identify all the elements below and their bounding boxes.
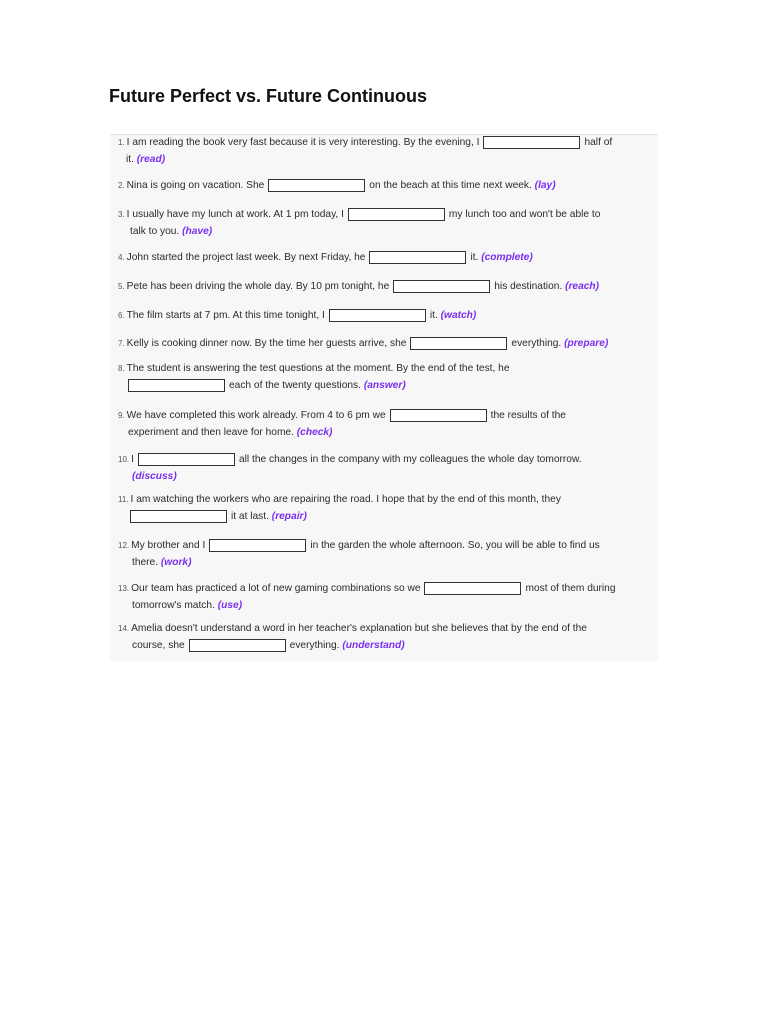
question-number: 13. (118, 584, 130, 593)
question-text: We have completed this work already. From 4 to 6 pm we (126, 410, 386, 421)
question-text: his destination. (494, 281, 563, 292)
question-number: 5. (118, 282, 125, 291)
verb-hint: (reach) (565, 281, 600, 292)
verb-hint: (work) (160, 557, 192, 568)
question-text: I usually have my lunch at work. At 1 pm today, I (126, 209, 344, 220)
answer-blank-9[interactable] (390, 409, 487, 422)
answer-blank-5[interactable] (393, 280, 490, 293)
question-text: experiment and then leave for home. (128, 427, 294, 438)
question-text: there. (132, 557, 159, 568)
question-number: 14. (118, 624, 130, 633)
question-text: it. (126, 154, 134, 165)
question-text: the results of the (490, 410, 566, 421)
verb-hint: (discuss) (132, 471, 177, 482)
question-text: it. (429, 310, 438, 321)
answer-blank-1[interactable] (483, 136, 580, 149)
answer-blank-10[interactable] (138, 453, 235, 466)
verb-hint: (prepare) (564, 338, 609, 349)
answer-blank-3[interactable] (348, 208, 445, 221)
question-number: 7. (118, 339, 125, 348)
question-number: 1. (118, 138, 125, 147)
answer-blank-4[interactable] (369, 251, 466, 264)
exercise-sheet (110, 134, 658, 661)
page-title: Future Perfect vs. Future Continuous (109, 86, 428, 106)
question-number: 12. (118, 541, 130, 550)
answer-blank-8[interactable] (128, 379, 225, 392)
question-text: The film starts at 7 pm. At this time tonight, I (126, 310, 325, 321)
answer-blank-13[interactable] (424, 582, 521, 595)
answer-blank-14[interactable] (189, 639, 286, 652)
question-text: Pete has been driving the whole day. By 10 pm tonight, he (126, 281, 390, 292)
answer-blank-6[interactable] (329, 309, 426, 322)
question-text: most of them during (525, 583, 616, 594)
verb-hint: (watch) (440, 310, 477, 321)
question-number: 11. (118, 495, 129, 504)
question-text: it at last. (231, 511, 269, 522)
question-number: 2. (118, 181, 125, 190)
question-text: on the beach at this time next week. (369, 180, 532, 191)
question-number: 3. (118, 210, 125, 219)
answer-blank-2[interactable] (268, 179, 365, 192)
question-number: 8. (118, 364, 125, 373)
question-text: course, she (132, 640, 185, 651)
question-number: 9. (118, 411, 125, 420)
question-text: John started the project last week. By next Friday, he (126, 252, 366, 263)
question-text: I am reading the book very fast because it is very interesting. By the evening, I (126, 137, 480, 148)
verb-hint: (read) (136, 154, 166, 165)
question-text: tomorrow's match. (132, 600, 215, 611)
question-text: in the garden the whole afternoon. So, you will be able to find us (310, 540, 600, 551)
question-text: my lunch too and won't be able to (448, 209, 601, 220)
question-text: Kelly is cooking dinner now. By the time her guests arrive, she (126, 338, 407, 349)
question-number: 6. (118, 311, 125, 320)
question-text: Our team has practiced a lot of new gaming combinations so we (131, 583, 421, 594)
verb-hint: (understand) (342, 640, 405, 651)
question-number: 10. (118, 455, 130, 464)
question-text: each of the twenty questions. (229, 380, 361, 391)
question-text: The student is answering the test questions at the moment. By the end of the test, he (126, 363, 510, 374)
answer-blank-11[interactable] (130, 510, 227, 523)
question-text: it. (470, 252, 479, 263)
verb-hint: (have) (182, 226, 213, 237)
verb-hint: (use) (217, 600, 243, 611)
verb-hint: (repair) (271, 511, 307, 522)
question-text: half of (584, 137, 613, 148)
question-text: everything. (511, 338, 562, 349)
question-text: My brother and I (131, 540, 206, 551)
answer-blank-7[interactable] (410, 337, 507, 350)
question-text: all the changes in the company with my colleagues the whole day tomorrow. (238, 454, 582, 465)
question-text: I am watching the workers who are repairing the road. I hope that by the end of this month, they (130, 494, 561, 505)
verb-hint: (answer) (363, 380, 406, 391)
answer-blank-12[interactable] (209, 539, 306, 552)
question-number: 4. (118, 253, 125, 262)
question-text: everything. (289, 640, 340, 651)
question-text: Nina is going on vacation. She (126, 180, 265, 191)
verb-hint: (complete) (481, 252, 533, 263)
verb-hint: (lay) (534, 180, 556, 191)
question-text: talk to you. (130, 226, 180, 237)
question-text: I (131, 454, 134, 465)
verb-hint: (check) (296, 427, 333, 438)
question-text: Amelia doesn't understand a word in her teacher's explanation but she believes that by the end of the (131, 623, 587, 634)
